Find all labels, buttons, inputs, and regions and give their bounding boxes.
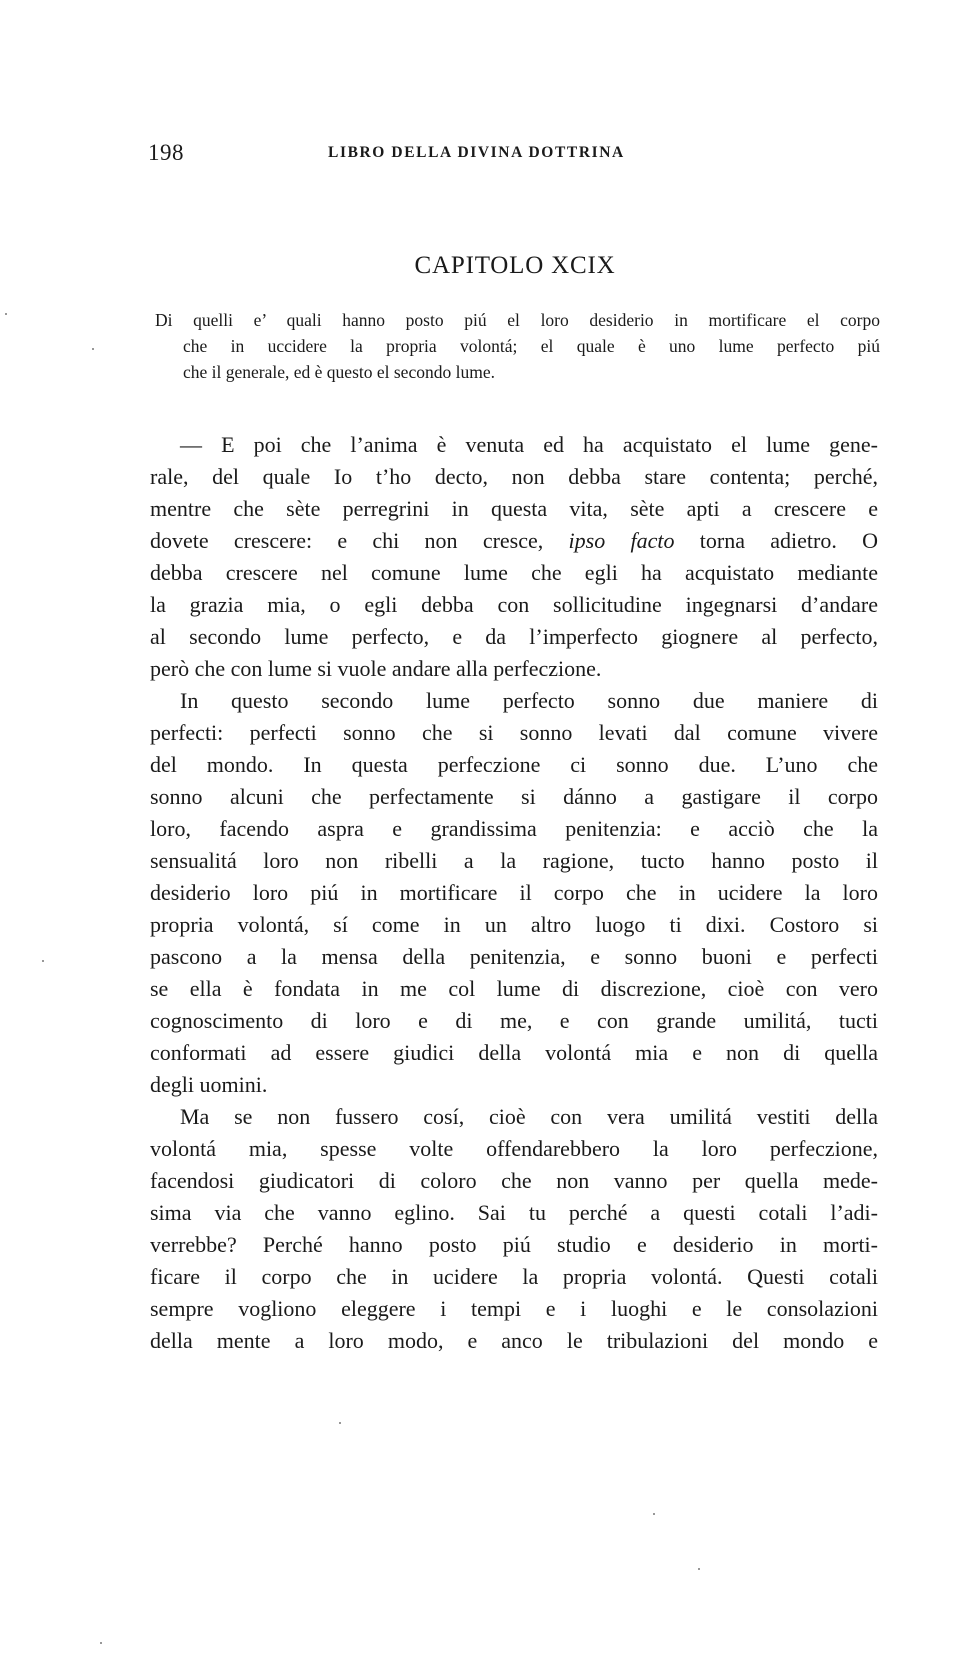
text-line: la grazia mia, o egli debba con sollicitudine ingegnarsi d’andare <box>150 592 878 617</box>
text-line: perfecti: perfecti sonno che si sonno levati dal comune vivere <box>150 720 878 745</box>
speck <box>100 1642 102 1644</box>
text-line: loro, facendo aspra e grandissima penitenzia: e acciò che la <box>150 816 878 841</box>
summary-line: che il generale, ed è questo el secondo lume. <box>183 362 495 382</box>
summary-line: Di quelli e’ quali hanno posto piú el loro desiderio in mortificare el corpo <box>155 310 880 330</box>
page-number: 198 <box>148 140 184 165</box>
text-line: cognoscimento di loro e di me, e con grande umilitá, tucti <box>150 1008 878 1033</box>
text-line: sensualitá loro non ribelli a la ragione, tucto hanno posto il <box>150 848 878 873</box>
text-line: propria volontá, sí come in un altro luogo ti dixi. Costoro si <box>150 912 878 937</box>
text-segment: torna adietro. O <box>674 528 879 553</box>
running-head <box>148 140 876 170</box>
text-line: verrebbe? Perché hanno posto piú studio e desiderio in morti- <box>150 1232 878 1257</box>
running-title: LIBRO DELLA DIVINA DOTTRINA <box>328 144 625 161</box>
summary-line: che in uccidere la propria volontá; el quale è uno lume perfecto piú <box>183 336 880 356</box>
italic-phrase: ipso facto <box>568 528 675 553</box>
text-line: debba crescere nel comune lume che egli ha acquistato mediante <box>150 560 878 585</box>
text-line: volontá mia, spesse volte offendarebbero la loro perfeczione, <box>150 1136 878 1161</box>
text-line: però che con lume si vuole andare alla perfeczione. <box>150 656 602 681</box>
text-line: degli uomini. <box>150 1072 268 1097</box>
speck <box>92 348 94 350</box>
text-line: conformati ad essere giudici della volontá mia e non di quella <box>150 1040 878 1065</box>
body-text <box>150 429 878 1357</box>
speck <box>698 1568 700 1570</box>
text-line: rale, del quale Io t’ho decto, non debba stare contenta; perché, <box>150 464 878 489</box>
text-line: — E poi che l’anima è venuta ed ha acquistato el lume gene- <box>180 432 878 457</box>
text-line: sempre vogliono eleggere i tempi e i luoghi e le consolazioni <box>150 1296 878 1321</box>
chapter-summary <box>155 307 880 385</box>
text-line: desiderio loro piú in mortificare il corpo che in ucidere la loro <box>150 880 878 905</box>
speck <box>339 1422 341 1424</box>
text-line: ficare il corpo che in ucidere la propria volontá. Questi cotali <box>150 1264 878 1289</box>
speck <box>5 313 7 315</box>
text-line: del mondo. In questa perfeczione ci sonno due. L’uno che <box>150 752 878 777</box>
chapter-title: CAPITOLO XCIX <box>414 252 616 279</box>
speck <box>653 1513 655 1515</box>
text-line: sonno alcuni che perfectamente si dánno a gastigare il corpo <box>150 784 878 809</box>
text-line-with-italic <box>150 525 878 557</box>
text-line: mentre che sète perregrini in questa vita, sète apti a crescere e <box>150 496 878 521</box>
text-line: In questo secondo lume perfecto sonno due maniere di <box>180 688 878 713</box>
text-segment: dovete crescere: e chi non cresce, <box>150 528 544 553</box>
text-line: sima via che vanno eglino. Sai tu perché a questi cotali l’adi- <box>150 1200 878 1225</box>
text-line: al secondo lume perfecto, e da l’imperfecto giognere al perfecto, <box>150 624 878 649</box>
text-line: se ella è fondata in me col lume di discrezione, cioè con vero <box>150 976 878 1001</box>
text-line: della mente a loro modo, e anco le tribulazioni del mondo e <box>150 1328 878 1353</box>
text-line: pascono a la mensa della penitenzia, e sonno buoni e perfecti <box>150 944 878 969</box>
text-line: Ma se non fussero cosí, cioè con vera umilitá vestiti della <box>180 1104 878 1129</box>
speck <box>42 960 44 962</box>
text-line: facendosi giudicatori di coloro che non vanno per quella mede- <box>150 1168 878 1193</box>
